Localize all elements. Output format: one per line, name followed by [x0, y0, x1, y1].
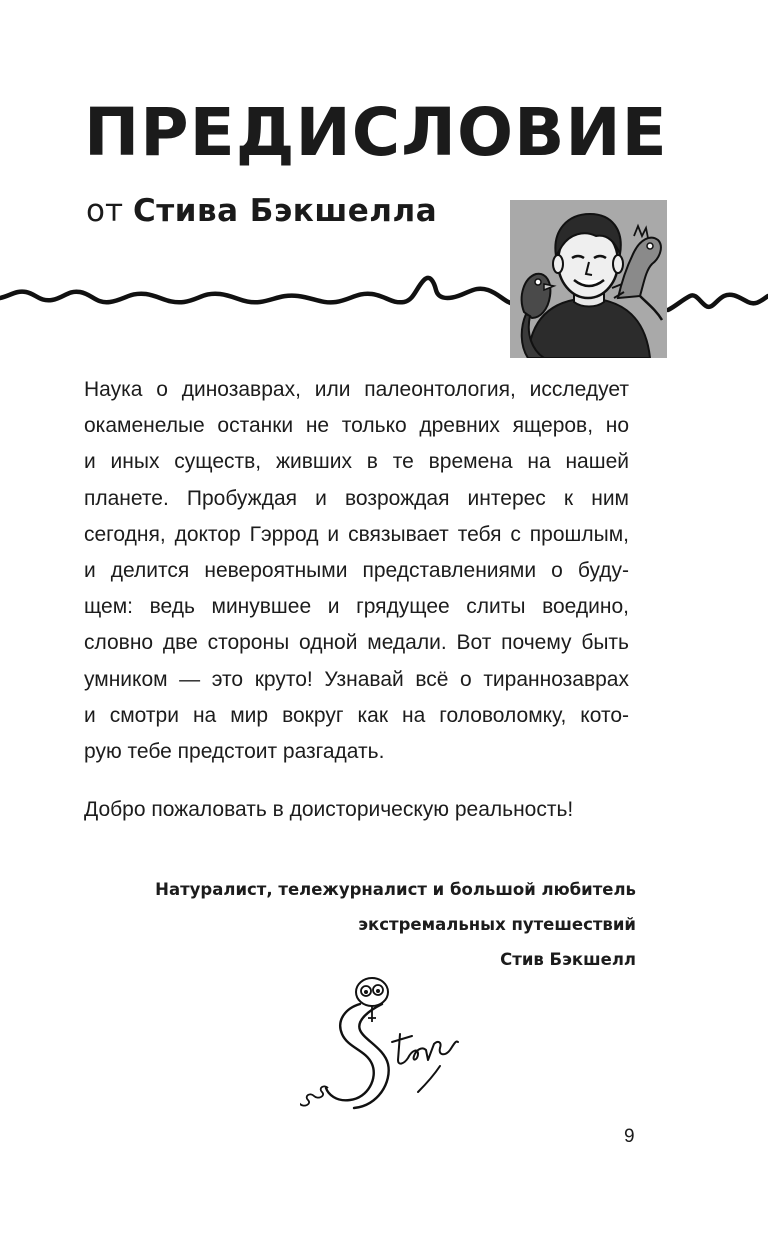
body-line: сегодня, доктор Гэррод и связывает тебя с прошлым, [84, 522, 629, 546]
credits-line-1: Натуралист, тележурналист и большой любитель [155, 880, 636, 899]
page-title: ПРЕДИСЛОВИЕ [84, 94, 668, 171]
body-line: Наука о динозаврах, или палеонтология, исследует [84, 378, 629, 401]
greeting-line: Добро пожаловать в доисторическую реальность! [84, 798, 574, 821]
body-line: щем: ведь минувшее и грядущее слиты воедино, [84, 595, 629, 619]
body-line: и делится невероятными представлениями о буду- [84, 559, 629, 583]
subtitle-prefix: от [86, 193, 124, 229]
author-subtitle [86, 193, 438, 229]
page-number: 9 [624, 1126, 635, 1147]
body-line: окаменелые останки не только древних ящеров, но [84, 414, 629, 438]
credits-author-name: Стив Бэкшелл [500, 950, 636, 969]
portrait-illustration [510, 200, 667, 358]
handwritten-signature [300, 970, 470, 1120]
body-line: планете. Пробуждая и возрождая интерес к ним [84, 486, 629, 510]
credits-line-2: экстремальных путешествий [358, 915, 636, 934]
author-portrait [510, 200, 667, 358]
author-name: Стива Бэкшелла [133, 193, 438, 229]
body-line: словно две стороны одной медали. Вот почему быть [84, 631, 629, 655]
body-paragraph [84, 372, 629, 770]
body-line: и иных существ, живших в те времена на нашей [84, 450, 629, 474]
body-line: рую тебе предстоит разгадать. [84, 740, 385, 764]
body-line: и смотри на мир вокруг как на головоломку, кото- [84, 703, 629, 727]
body-line: умником — это круто! Узнавай всё о тираннозаврах [84, 667, 629, 691]
author-credits [155, 872, 636, 977]
